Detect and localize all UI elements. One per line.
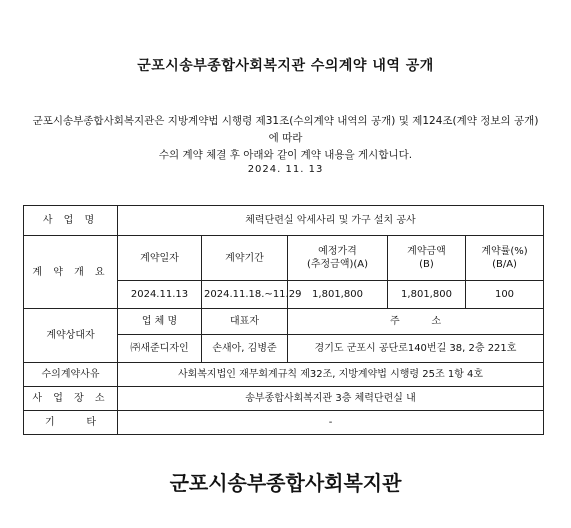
estimated-price-header: 예정가격 (추정금액)(A) xyxy=(288,236,388,281)
business-label: 사 업 명 xyxy=(24,206,118,236)
overview-label: 계 약 개 요 xyxy=(24,236,118,309)
contract-date-header: 계약일자 xyxy=(118,236,202,281)
location-label: 사 업 장 소 xyxy=(24,387,118,411)
intro-line-2: 수의 계약 체결 후 아래와 같이 계약 내용을 게시합니다. xyxy=(158,149,413,161)
representative-header: 대표자 xyxy=(202,309,288,335)
reason-label: 수의계약사유 xyxy=(24,363,118,387)
address-value: 경기도 군포시 공단로140번길 38, 2층 221호 xyxy=(288,335,544,363)
address-header: 주 소 xyxy=(288,309,544,335)
reason-row xyxy=(24,363,544,387)
contract-date-value: 2024.11.13 xyxy=(118,281,202,309)
party-header-row xyxy=(24,309,544,335)
representative-value: 손새아, 김병준 xyxy=(202,335,288,363)
company-header: 업 체 명 xyxy=(118,309,202,335)
business-value: 체력단련실 악세사리 및 가구 설치 공사 xyxy=(118,206,544,236)
page-title: 군포시송부종합사회복지관 수의계약 내역 공개 xyxy=(137,58,434,74)
etc-label: 기 타 xyxy=(24,411,118,435)
contract-amount-header: 계약금액 (B) xyxy=(388,236,466,281)
location-value: 송부종합사회복지관 3층 체력단련실 내 xyxy=(118,387,544,411)
reason-value: 사회복지법인 재무회계규칙 제32조, 지방계약법 시행령 25조 1항 4호 xyxy=(118,363,544,387)
party-label: 계약상대자 xyxy=(24,309,118,363)
posting-date: 2024. 11. 13 xyxy=(247,164,324,175)
contract-period-value: 2024.11.18.~11.29 xyxy=(202,281,288,309)
intro-text xyxy=(28,113,543,164)
estimated-price-value: 1,801,800 xyxy=(288,281,388,309)
etc-value: - xyxy=(118,411,544,435)
contract-period-header: 계약기간 xyxy=(202,236,288,281)
company-value: ㈜새준디자인 xyxy=(118,335,202,363)
etc-row xyxy=(24,411,544,435)
contract-rate-value: 100 xyxy=(466,281,544,309)
organization-name: 군포시송부종합사회복지관 xyxy=(169,471,402,495)
overview-header-row xyxy=(24,236,544,281)
intro-line-1: 군포시송부종합사회복지관은 지방계약법 시행령 제31조(수의계약 내역의 공개) 및 제124조(계약 정보의 공개)에 따라 xyxy=(32,115,539,144)
location-row xyxy=(24,387,544,411)
business-row xyxy=(24,206,544,236)
contract-amount-value: 1,801,800 xyxy=(388,281,466,309)
contract-rate-header: 계약률(%) (B/A) xyxy=(466,236,544,281)
contract-table xyxy=(23,205,544,435)
